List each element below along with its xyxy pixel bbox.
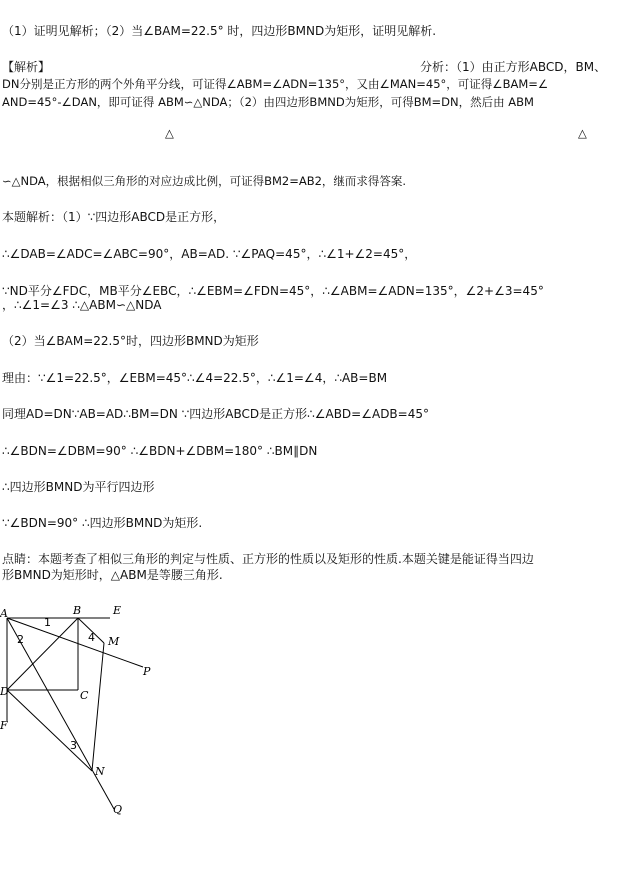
triangle-symbol: △ bbox=[165, 126, 174, 140]
point-label-M: M bbox=[108, 635, 120, 648]
ray-AQ bbox=[7, 618, 114, 809]
angle-label-3: 3 bbox=[70, 739, 77, 752]
solution-line: ，∴∠1=∠3 ∴△ABM∽△NDA bbox=[2, 298, 162, 312]
solution-line: 本题解析：（1）∵四边形ABCD是正方形， bbox=[2, 210, 226, 224]
solution-line: ∵ND平分∠FDC，MB平分∠EBC，∴∠EBM=∠FDN=45°，∴∠ABM=∠ADN=135°，∠2+∠3=45° bbox=[2, 284, 544, 298]
ray-AP bbox=[7, 618, 143, 667]
analysis-text: ∽△NDA，根据相似三角形的对应边成比例，可证得BM2=AB2，继而求得答案. bbox=[2, 174, 407, 188]
analysis-heading: 【解析】 bbox=[2, 60, 51, 74]
solution-line: ∴∠DAB=∠ADC=∠ABC=90°，AB=AD. ∵∠PAQ=45°，∴∠1+∠2=45°， bbox=[2, 247, 417, 261]
comment-line: 形BMND为矩形时，△ABM是等腰三角形. bbox=[2, 568, 223, 582]
point-label-D: D bbox=[0, 685, 9, 698]
solution-line: 同理AD=DN∵AB=AD∴BM=DN ∵四边形ABCD是正方形∴∠ABD=∠ADB=45° bbox=[2, 407, 429, 421]
angle-label-2: 2 bbox=[17, 633, 24, 646]
segment-BD bbox=[7, 618, 78, 690]
point-label-F: F bbox=[0, 719, 8, 732]
solution-line: ∴∠BDN=∠DBM=90° ∴∠BDN+∠DBM=180° ∴BM∥DN bbox=[2, 444, 318, 458]
point-label-P: P bbox=[143, 665, 151, 678]
point-label-A: A bbox=[0, 607, 8, 620]
point-label-C: C bbox=[80, 689, 89, 702]
point-label-Q: Q bbox=[113, 803, 123, 816]
solution-line: ∴四边形BMND为平行四边形 bbox=[2, 480, 155, 494]
angle-label-1: 1 bbox=[44, 616, 51, 629]
analysis-text: DN分别是正方形的两个外角平分线，可证得∠ABM=∠ADN=135°，又由∠MAN=45°，可证得∠BAM=∠ bbox=[2, 77, 549, 91]
point-label-N: N bbox=[95, 765, 105, 778]
point-label-E: E bbox=[113, 604, 122, 617]
angle-label-4: 4 bbox=[88, 631, 95, 644]
triangle-symbol: △ bbox=[578, 126, 587, 140]
geometry-figure bbox=[0, 603, 160, 823]
analysis-text: AND=45°-∠DAN，即可证得 ABM∽△NDA；（2）由四边形BMND为矩形，可得BM=DN，然后由 ABM bbox=[2, 95, 534, 109]
analysis-text-start: 分析：（1）由正方形ABCD，BM、 bbox=[420, 60, 607, 74]
solution-line: （2）当∠BAM=22.5°时，四边形BMND为矩形 bbox=[2, 334, 259, 348]
segment-MN bbox=[92, 643, 104, 771]
segment-DN bbox=[7, 690, 92, 771]
comment-line: 点睛：本题考查了相似三角形的判定与性质、正方形的性质以及矩形的性质.本题关键是能证得当四边 bbox=[2, 552, 534, 566]
point-label-B: B bbox=[73, 604, 82, 617]
answer-line: （1）证明见解析；（2）当∠BAM=22.5° 时，四边形BMND为矩形，证明见解析. bbox=[2, 24, 437, 38]
solution-line: 理由：∵∠1=22.5°，∠EBM=45°∴∠4=22.5°，∴∠1=∠4，∴AB=BM bbox=[2, 371, 388, 385]
solution-line: ∵∠BDN=90° ∴四边形BMND为矩形. bbox=[2, 516, 203, 530]
